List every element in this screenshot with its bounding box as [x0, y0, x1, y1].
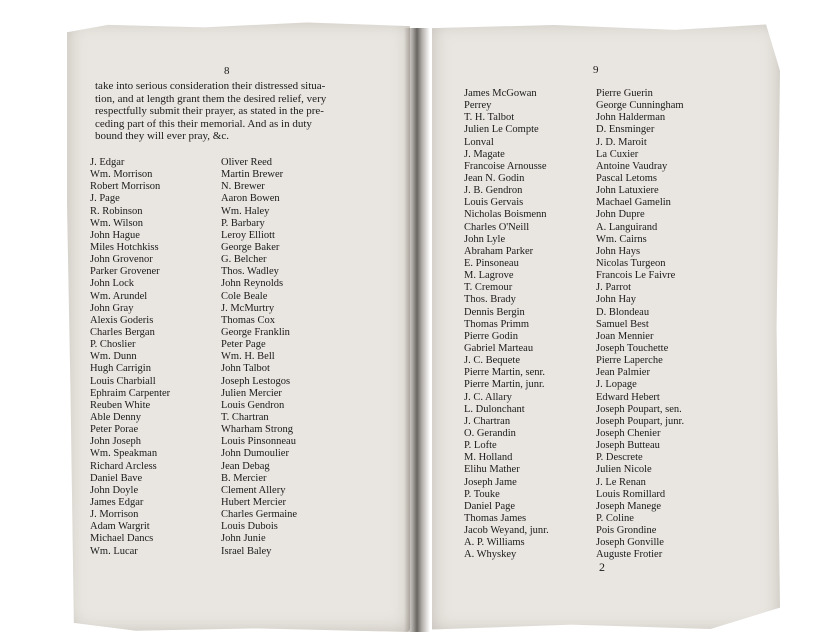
- signatory-name: John Dupre: [596, 209, 645, 221]
- signatory-name: Aaron Bowen: [221, 193, 280, 205]
- signatory-name: Joseph Jame: [464, 476, 517, 488]
- signatory-name: John Hay: [596, 294, 636, 306]
- signatory-name: G. Belcher: [221, 254, 267, 266]
- signatory-name: Cole Beale: [221, 290, 268, 302]
- signatory-name: John Reynolds: [221, 278, 284, 290]
- signatory-name: A. P. Williams: [464, 537, 525, 549]
- signatory-name: Richard Arcless: [90, 460, 157, 472]
- left-page-names-column-2: [221, 157, 297, 558]
- signatory-name: D. Blondeau: [596, 306, 650, 318]
- signatory-name: Pierre Godin: [464, 330, 518, 342]
- signatory-name: B. Mercier: [221, 472, 267, 484]
- signatory-name: Pierre Martin, senr.: [464, 367, 546, 379]
- signatory-name: Thomas Primm: [464, 318, 530, 330]
- signatory-name: Parker Grovener: [90, 266, 160, 278]
- signatory-name: John Talbot: [221, 363, 270, 375]
- paragraph-line: tion, and at length grant them the desired relief, very: [95, 92, 327, 105]
- signatory-name: Pierre Laperche: [596, 355, 663, 367]
- signatory-name: J. Parrot: [596, 282, 631, 294]
- signatory-name: Hugh Carrigin: [90, 363, 151, 375]
- signatory-name: Louis Pinsonneau: [221, 436, 296, 448]
- signatory-name: J. Edgar: [90, 157, 125, 168]
- signatory-name: Jean Palmier: [596, 367, 650, 379]
- signatory-name: O. Gerandin: [464, 427, 516, 439]
- signatory-name: John Doyle: [90, 484, 139, 496]
- signatory-name: Wm. Lucar: [90, 545, 138, 557]
- signatory-name: Peter Page: [221, 339, 266, 351]
- signatory-name: T. H. Talbot: [464, 112, 515, 124]
- signature-mark: 2: [599, 560, 605, 574]
- signatory-name: James McGowan: [464, 88, 537, 99]
- signatory-name: John Halderman: [596, 112, 666, 124]
- memorial-closing-paragraph: [95, 80, 365, 143]
- signatory-name: Nicholas Boismenn: [464, 209, 547, 221]
- signatory-name: Charles O'Neill: [464, 221, 530, 233]
- signatory-name: Adam Wargrit: [90, 521, 150, 533]
- signatory-name: T. Cremour: [464, 282, 513, 294]
- signatory-name: Dennis Bergin: [464, 306, 525, 318]
- signatory-name: John Grovenor: [90, 254, 153, 266]
- signatory-name: John Hague: [90, 229, 140, 241]
- signatory-name: Reuben White: [90, 399, 151, 411]
- signatory-name: M. Holland: [464, 452, 513, 464]
- signatory-name: Edward Hebert: [596, 391, 660, 403]
- signatory-name: John Junie: [221, 533, 266, 545]
- signatory-name: John Lock: [90, 278, 135, 290]
- signatory-name: Wm. Arundel: [90, 290, 148, 302]
- signatory-name: J. D. Maroit: [596, 136, 647, 148]
- signatory-name: J. McMurtry: [221, 302, 275, 314]
- signatory-name: P. Barbary: [221, 217, 265, 229]
- signatory-name: Thomas James: [464, 512, 527, 524]
- signatory-name: P. Choslier: [90, 339, 136, 351]
- signatory-name: Louis Charbiall: [90, 375, 156, 387]
- signatory-name: Wm. Wilson: [90, 217, 144, 229]
- signatory-name: Hubert Mercier: [221, 496, 287, 508]
- signatory-name: John Joseph: [90, 436, 142, 448]
- signatory-name: T. Chartran: [221, 411, 269, 423]
- paragraph-line: ceding part of this their memorial. And as in duty: [95, 117, 312, 130]
- signatory-name: Leroy Elliott: [221, 229, 275, 241]
- signatory-name: James Edgar: [90, 496, 144, 508]
- signatory-name: Charles Germaine: [221, 509, 298, 521]
- signatory-name: Francois Le Faivre: [596, 270, 676, 282]
- signatory-name: Joseph Butteau: [596, 440, 660, 452]
- signatory-name: Joan Mennier: [596, 330, 654, 342]
- signatory-name: Thos. Brady: [464, 294, 516, 306]
- signatory-name: Julien Le Compte: [464, 124, 539, 136]
- signatory-name: Wm. Haley: [221, 205, 270, 217]
- signatory-name: Louis Romillard: [596, 488, 666, 500]
- signatory-name: J. Chartran: [464, 415, 511, 427]
- signatory-name: J. Morrison: [90, 509, 139, 521]
- signatory-name: Thos. Wadley: [221, 266, 279, 278]
- paragraph-line: bound they will ever pray, &c.: [95, 130, 229, 143]
- signatory-name: Joseph Lestogos: [221, 375, 291, 387]
- signatory-name: Samuel Best: [596, 318, 649, 330]
- signatory-name: Joseph Poupart, junr.: [596, 415, 685, 427]
- signatory-name: Daniel Page: [464, 500, 516, 512]
- signatory-name: P. Coline: [596, 512, 634, 524]
- signatory-name: John Lyle: [464, 233, 506, 245]
- signatory-name: Michael Dancs: [90, 533, 154, 545]
- signatory-name: J. Page: [90, 193, 120, 205]
- signatory-name: L. Dulonchant: [464, 403, 525, 415]
- signatory-name: Joseph Touchette: [596, 342, 669, 354]
- signatory-name: Auguste Frotier: [596, 549, 663, 561]
- signatory-name: Wm. Morrison: [90, 169, 153, 181]
- signatory-name: Jean N. Godin: [464, 172, 525, 184]
- signatory-name: J. Le Renan: [596, 476, 646, 488]
- paragraph-line: take into serious consideration their distressed situa-: [95, 80, 326, 92]
- paragraph-line: respectfully submit their prayer, as stated in the pre-: [95, 105, 324, 118]
- signatory-name: John Gray: [90, 302, 134, 314]
- right-page-number: 9: [593, 64, 599, 76]
- signatory-name: Machael Gamelin: [596, 197, 671, 209]
- signatory-name: Able Denny: [90, 411, 142, 423]
- signatory-name: Pierre Martin, junr.: [464, 379, 545, 391]
- signatory-name: R. Robinson: [90, 205, 143, 217]
- signatory-name: Wm. Dunn: [90, 351, 137, 363]
- signatory-name: John Latuxiere: [596, 185, 659, 197]
- signatory-name: J. C. Bequete: [464, 355, 520, 367]
- signatory-name: Wm. H. Bell: [221, 351, 275, 363]
- signatory-name: P. Touke: [464, 488, 500, 500]
- signatory-name: Louis Gervais: [464, 197, 524, 209]
- signatory-name: Jean Debag: [221, 460, 270, 472]
- left-page-names-column-1: [90, 157, 170, 558]
- signatory-name: Jacob Weyand, junr.: [464, 525, 549, 537]
- signatory-name: A. Languirand: [596, 221, 658, 233]
- right-page-names-column-1: [464, 88, 549, 561]
- signatory-name: John Hays: [596, 245, 641, 257]
- signatory-name: J. B. Gendron: [464, 185, 523, 197]
- signatory-name: La Cuxier: [596, 148, 639, 160]
- signatory-name: Julien Nicole: [596, 464, 652, 476]
- signatory-name: Martin Brewer: [221, 169, 284, 181]
- left-page-number: 8: [224, 65, 230, 77]
- signatory-name: Julien Mercier: [221, 387, 282, 399]
- signatory-name: P. Lofte: [464, 440, 497, 452]
- signatory-name: Joseph Poupart, sen.: [596, 403, 682, 415]
- signatory-name: Oliver Reed: [221, 157, 273, 168]
- signatory-name: Wm. Cairns: [596, 233, 647, 245]
- signatory-name: Thomas Cox: [221, 314, 275, 326]
- signatory-name: Alexis Goderis: [90, 314, 154, 326]
- signatory-name: George Cunningham: [596, 100, 684, 112]
- signatory-name: Clement Allery: [221, 484, 286, 496]
- signatory-name: E. Pinsoneau: [464, 257, 519, 269]
- signatory-name: John Dumoulier: [221, 448, 289, 460]
- signatory-name: Ephraim Carpenter: [90, 387, 171, 399]
- signatory-name: D. Ensminger: [596, 124, 655, 136]
- signatory-name: M. Lagrove: [464, 270, 514, 282]
- signatory-name: Lonval: [464, 136, 494, 148]
- signatory-name: A. Whyskey: [464, 549, 517, 561]
- signatory-name: P. Descrete: [596, 452, 643, 464]
- signatory-name: Francoise Arnousse: [464, 160, 547, 172]
- signatory-name: Israel Baley: [221, 545, 272, 557]
- signatory-name: Peter Porae: [90, 424, 139, 436]
- signatory-name: Miles Hotchkiss: [90, 241, 159, 253]
- book-spine: [404, 28, 430, 632]
- signatory-name: Gabriel Marteau: [464, 342, 534, 354]
- signatory-name: Wharham Strong: [221, 424, 294, 436]
- signatory-name: Joseph Chenier: [596, 427, 661, 439]
- signatory-name: J. Magate: [464, 148, 505, 160]
- signatory-name: Louis Dubois: [221, 521, 278, 533]
- signatory-name: J. C. Allary: [464, 391, 512, 403]
- signatory-name: Daniel Bave: [90, 472, 143, 484]
- signatory-name: Nicolas Turgeon: [596, 257, 666, 269]
- signatory-name: Pois Grondine: [596, 525, 657, 537]
- signatory-name: Joseph Manege: [596, 500, 662, 512]
- signatory-name: Pierre Guerin: [596, 88, 653, 99]
- signatory-name: Robert Morrison: [90, 181, 161, 193]
- signatory-name: Elihu Mather: [464, 464, 520, 476]
- signatory-name: Wm. Speakman: [90, 448, 158, 460]
- signatory-name: Abraham Parker: [464, 245, 534, 257]
- signatory-name: Perrey: [464, 100, 492, 112]
- right-page-names-column-2: [596, 88, 684, 561]
- signatory-name: Charles Bergan: [90, 326, 155, 338]
- signatory-name: Joseph Gonville: [596, 537, 664, 549]
- signatory-name: Pascal Letoms: [596, 172, 657, 184]
- signatory-name: George Baker: [221, 241, 280, 253]
- signatory-name: Antoine Vaudray: [596, 160, 668, 172]
- signatory-name: N. Brewer: [221, 181, 265, 193]
- signatory-name: George Franklin: [221, 326, 290, 338]
- signatory-name: J. Lopage: [596, 379, 637, 391]
- signatory-name: Louis Gendron: [221, 399, 285, 411]
